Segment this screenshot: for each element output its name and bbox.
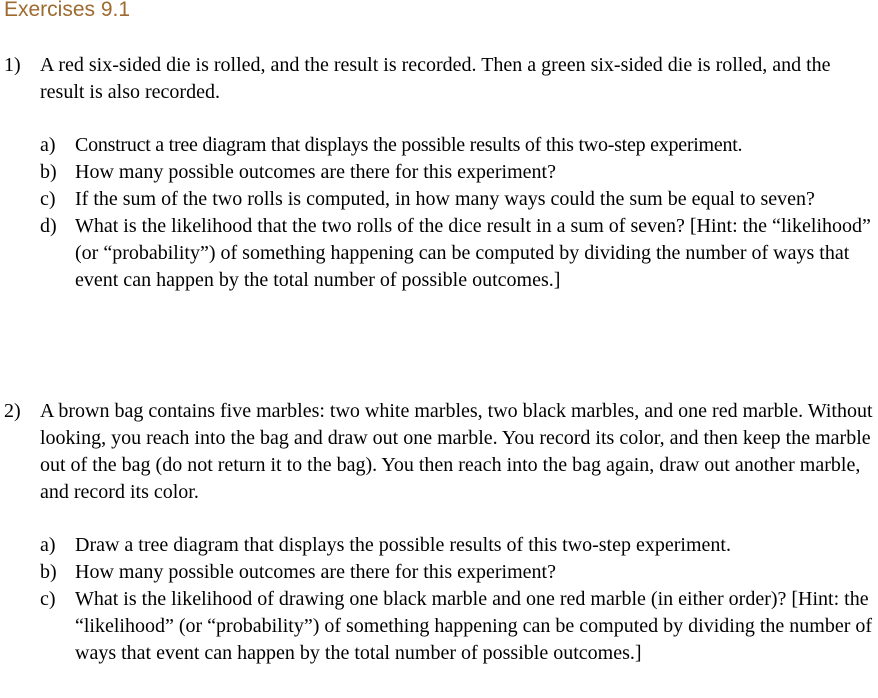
part-label: b) (40, 161, 57, 183)
part-text: What is the likelihood that the two rolls of the dice result in a sum of seven? [Hint: the “likelihood” (or “probability”) of something happening can be computed by dividing the number of ways that event can happen by the total number of possible outcomes.] (75, 215, 871, 291)
question-part (40, 586, 874, 667)
question-text: A brown bag contains five marbles: two white marbles, two black marbles, and one red marble. Without looking, you reach into the bag and draw out one marble. You record its color, and then keep the marble out of the bag (do not return it to the bag). You then reach into the bag again, draw out another marble, and record its color. (40, 400, 873, 503)
part-text: What is the likelihood of drawing one black marble and one red marble (in either order)? [Hint: the “likelihood” (or “probability”) of something happening can be computed by dividing the number of ways that event can happen by the total number of possible outcomes.] (75, 588, 873, 664)
question-part (40, 213, 874, 294)
part-text: Construct a tree diagram that displays the possible results of this two-step experiment. (75, 134, 743, 156)
part-label: d) (40, 215, 57, 237)
part-text: If the sum of the two rolls is computed, in how many ways could the sum be equal to seven? (75, 188, 815, 210)
question-part (40, 186, 874, 213)
question-1 (4, 52, 874, 294)
question-number: 1) (4, 54, 21, 76)
question-part (40, 159, 874, 186)
part-label: c) (40, 188, 56, 210)
part-text: Draw a tree diagram that displays the possible results of this two-step experiment. (75, 534, 731, 556)
question-part (40, 132, 874, 159)
question-parts (40, 132, 874, 294)
page-title: Exercises 9.1 (4, 0, 131, 21)
question-2 (4, 398, 874, 667)
part-text: How many possible outcomes are there for this experiment? (75, 561, 556, 583)
part-label: b) (40, 561, 57, 583)
part-text: How many possible outcomes are there for this experiment? (75, 161, 556, 183)
question-part (40, 559, 874, 586)
question-parts (40, 532, 874, 667)
part-label: a) (40, 534, 56, 556)
question-part (40, 532, 874, 559)
question-text: A red six-sided die is rolled, and the result is recorded. Then a green six-sided die is rolled, and the result is also recorded. (40, 54, 831, 103)
part-label: a) (40, 134, 56, 156)
question-number: 2) (4, 400, 21, 422)
part-label: c) (40, 588, 56, 610)
